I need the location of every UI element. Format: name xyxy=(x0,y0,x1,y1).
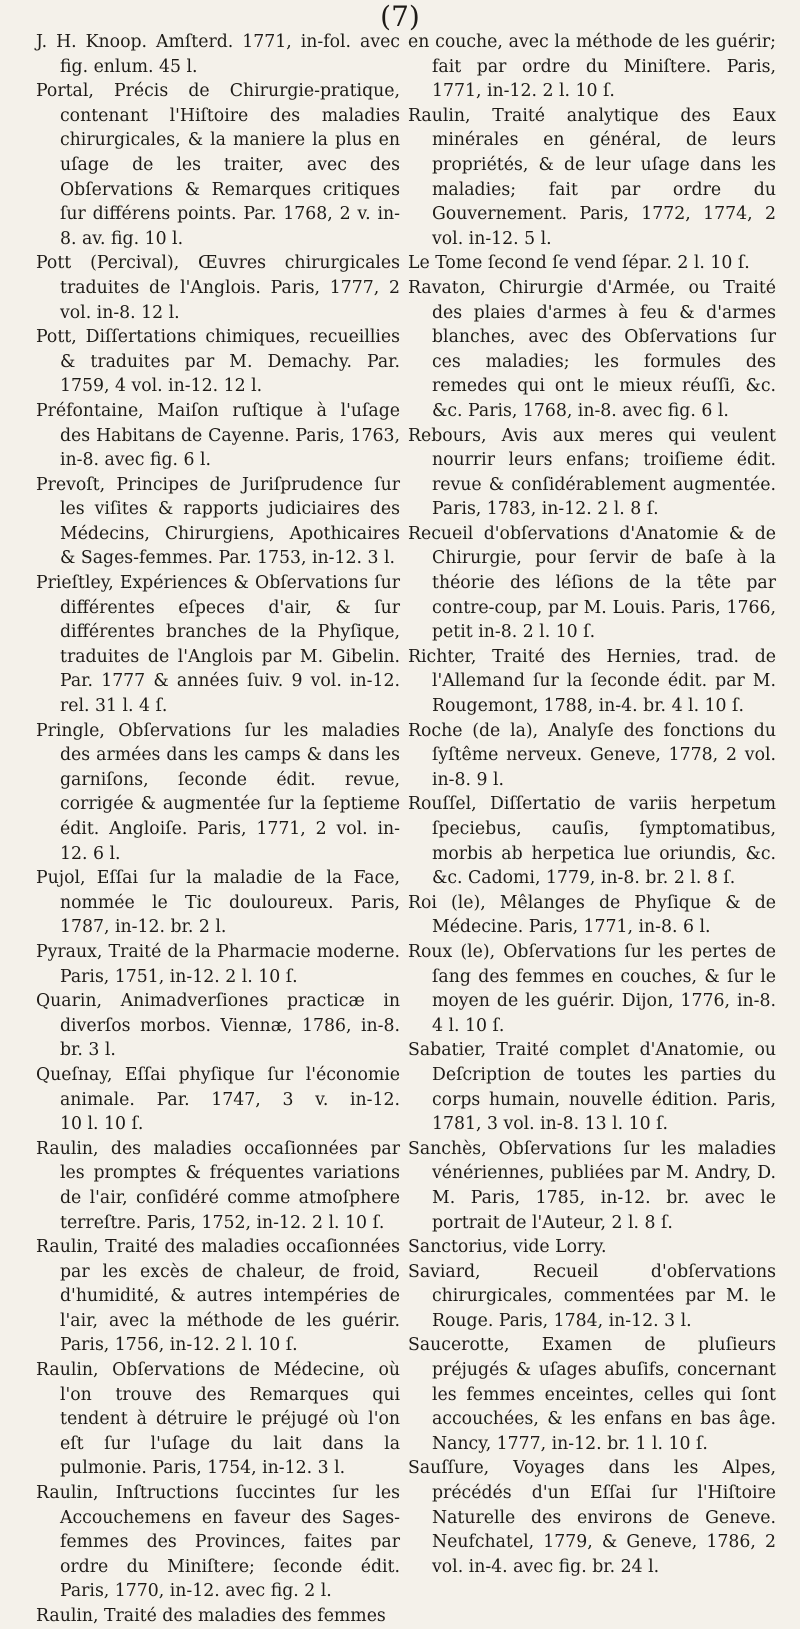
entry-text: Richter, Traité des Hernies, trad. de l'Allemand ſur la ſeconde édit. par M. Rougemont, 1788, in-4. br. xyxy=(408,646,776,717)
entry-price: 12 l. xyxy=(223,376,263,397)
entry-price: 3 l. xyxy=(367,548,395,569)
entry-text: Sanctorius, vide Lorry. xyxy=(408,1237,607,1258)
catalogue-entry xyxy=(36,1137,400,1235)
entry-text: Portal, Précis de Chirurgie-pratique, contenant l'Hiſtoire des maladies chirurgicales, & la maniere la plus en uſage de les traiter, avec des Obſervations & Remarques critiques ſur différens points. Par. 1768, 2 v. in-8. av. fig. xyxy=(36,81,400,249)
catalogue-entry xyxy=(36,251,400,325)
entry-text: Raulin, Traité des maladies des femmes xyxy=(36,1606,386,1626)
entry-price: 2 l. 10 ſ. xyxy=(522,622,596,643)
entry-text: en couche, avec la méthode de les guérir; fait par ordre du Miniſtere. Paris, 1771, in-12. xyxy=(408,32,776,102)
entry-price: 3 l. xyxy=(88,1040,116,1061)
catalogue-entry xyxy=(408,522,776,645)
catalogue-entry xyxy=(36,1481,400,1604)
catalogue-entry xyxy=(408,1038,776,1136)
entry-text: Saucerotte, Examen de pluſieurs préjugés & uſages abuſifs, concernant les femmes enceintes, celles qui ſont accouchées, & les enfans en bas âge. Nancy, 1777, in-12. br. xyxy=(408,1335,776,1454)
catalogue-entry xyxy=(36,1604,400,1629)
entry-price: 13 l. 10 ſ. xyxy=(584,1114,668,1135)
entry-price: 2 l. 8 ſ. xyxy=(611,1212,673,1233)
entry-price: 10 l. 10 ſ. xyxy=(60,1114,144,1135)
entry-price: 2 l. 10 ſ. xyxy=(542,81,615,102)
entry-price: 3 l. xyxy=(664,1310,692,1331)
entry-price: 12 l. xyxy=(141,302,180,323)
entry-price: 2 l. xyxy=(198,917,227,938)
catalogue-entry xyxy=(36,866,400,940)
catalogue-entry xyxy=(36,1063,400,1137)
entry-price: 2 l. 8 ſ. xyxy=(673,868,736,889)
entry-price: 2 l. 8 ſ. xyxy=(597,499,659,520)
entry-text: Saviard, Recueil d'obſervations chirurgicales, commentées par M. le Rouge. Paris, 1784, in-12. xyxy=(408,1261,776,1331)
entry-text: Recueil d'obſervations d'Anatomie & de Chirurgie, pour ſervir de baſe à la théorie des léſions de la tête par contre-coup, par M. Louis. Paris, 1766, petit in-8. xyxy=(408,523,776,643)
left-column xyxy=(36,30,400,1629)
catalogue-entry xyxy=(408,719,776,793)
entry-price: 4 l. 10 ſ. xyxy=(671,696,744,717)
entry-price: 6 l. xyxy=(701,400,729,421)
catalogue-entry xyxy=(36,571,400,719)
entry-text: J. H. Knoop. Amſterd. 1771, in-fol. avec fig. enlum. xyxy=(36,32,400,77)
entry-price: 31 l. 4 ſ. xyxy=(95,696,168,717)
entry-text: Prevoſt, Principes de Juriſprudence ſur les viſites & rapports judiciaires des Médecins, Chirurgiens, Apothicaires & Sages-femmes. Par. 1753, in-12. xyxy=(36,474,400,569)
entry-text: Queſnay, Eſſai phyſique ſur l'économie animale. Par. 1747, 3 v. in-12. xyxy=(36,1064,400,1110)
entry-price: 6 l. xyxy=(92,843,121,864)
entry-price: 1 l. 10 ſ. xyxy=(635,1433,708,1454)
entry-text: Pujol, Eſſai ſur la maladie de la Face, nommée le Tic douloureux. Paris, 1787, in-12. br. xyxy=(36,868,400,938)
entry-price: 6 l. xyxy=(683,917,711,938)
entry-text: Raulin, Traité des maladies occaſionnées par les excès de chaleur, de froid, d'humidité, & autres intempéries de l'air, avec la méthode de les guérir. Paris, 1756, in-12. xyxy=(36,1237,400,1356)
catalogue-entry xyxy=(408,940,776,1038)
entry-price: 24 l. xyxy=(620,1556,660,1577)
entry-price: 6 l. xyxy=(183,450,212,471)
entry-text: Roche (de la), Analyſe des fonctions du ſyſtême nerveux. Geneve, 1778, 2 vol. in-8. xyxy=(408,720,776,790)
catalogue-entry xyxy=(408,1333,776,1456)
catalogue-entry xyxy=(408,30,776,104)
entry-text: Pringle, Obſervations ſur les maladies des armées dans les camps & dans les garniſons, ſeconde édit. revue, corrigée & augmentée ſur la ſeptieme édit. Angloiſe. Paris, 1771, 2 vol. in-12. xyxy=(36,720,400,864)
entry-text: Ravaton, Chirurgie d'Armée, ou Traité des plaies d'armes à feu & d'armes blanches, avec des Obſervations ſur ces maladies; les formules des remedes qui ont le mieux réuſſi, &c. &c. Paris, 1768, in-8. avec fig. xyxy=(408,277,776,421)
catalogue-entry xyxy=(36,30,400,79)
entry-text: Prieſtley, Expériences & Obſervations ſur différentes eſpeces d'air, & ſur différentes branches de la Phyſique, traduites de l'Anglois par M. Gibelin. Par. 1777 & années ſuiv. 9 vol. in-12. rel. xyxy=(36,573,400,717)
entry-price: 5 l. xyxy=(524,228,552,249)
catalogue-entry xyxy=(408,1260,776,1334)
entry-price: 2 l. 10 ſ. xyxy=(311,1212,385,1233)
entry-text: Rouſſel, Diſſertatio de variis herpetum ſpeciebus, cauſis, ſymptomatibus, morbis ab herpetica lue oriundis, &c. &c. Cadomi, 1779, in-8. br. xyxy=(408,794,776,889)
entry-price: 45 l. xyxy=(158,56,198,77)
entry-price: 4 l. 10 ſ. xyxy=(432,1015,505,1036)
entry-price: 2 l. 10 ſ. xyxy=(677,253,750,274)
catalogue-entry xyxy=(36,399,400,473)
catalogue-entry xyxy=(408,276,776,424)
entry-text: Sauſſure, Voyages dans les Alpes, précédés d'un Eſſai ſur l'Hiſtoire Naturelle des environs de Geneve. Neufchatel, 1779, & Geneve, 1786, 2 vol. in-4. avec fig. br. xyxy=(408,1458,776,1577)
catalogue-entry xyxy=(408,251,776,276)
catalogue-entry xyxy=(408,1456,776,1579)
catalogue-entry xyxy=(408,1137,776,1235)
entry-text: Roux (le), Obſervations ſur les pertes de ſang des femmes en couches, & ſur le moyen de les guérir. Dijon, 1776, in-8. xyxy=(408,941,776,1012)
catalogue-entry xyxy=(36,1358,400,1481)
catalogue-entry xyxy=(408,645,776,719)
entry-price: 3 l. xyxy=(317,1458,346,1479)
entry-text: Le Tome ſecond ſe vend ſépar. xyxy=(408,253,672,274)
catalogue-entry xyxy=(408,792,776,890)
catalogue-entry xyxy=(36,79,400,251)
entry-text: Sabatier, Traité complet d'Anatomie, ou Deſcription de toutes les parties du corps humain, nouvelle édition. Paris, 1781, 3 vol. in-8. xyxy=(408,1040,776,1135)
entry-price: 2 l. 10 ſ. xyxy=(225,966,298,987)
entry-price: 2 l. 10 ſ. xyxy=(225,1335,298,1356)
catalogue-entry xyxy=(36,325,400,399)
entry-text: Pott, Diſſertations chimiques, recueillies & traduites par M. Demachy. Par. 1759, 4 vol. in-12. xyxy=(36,327,400,397)
entry-text: Sanchès, Obſervations ſur les maladies vénériennes, publiées par M. Andry, D. M. Paris, 1785, in-12. br. avec le portrait de l'Auteur, xyxy=(408,1138,776,1233)
entry-text: Raulin, des maladies occaſionnées par les promptes & fréquentes variations de l'air, conſidéré comme atmoſphere terreſtre. Paris, 1752, in-12. xyxy=(36,1138,400,1233)
catalogue-entry xyxy=(408,424,776,522)
catalogue-entry xyxy=(36,473,400,571)
entry-text: Quarin, Animadverſiones practicæ in diverſos morbos. Viennæ, 1786, in-8. br. xyxy=(36,991,400,1061)
entry-text: Pott (Percival), Œuvres chirurgicales traduites de l'Anglois. Paris, 1777, 2 vol. in-8. xyxy=(36,253,400,323)
entry-text: Préfontaine, Maiſon ruſtique à l'uſage des Habitans de Cayenne. Paris, 1763, in-8. avec fig. xyxy=(36,400,400,471)
catalogue-entry xyxy=(36,940,400,989)
catalogue-entry xyxy=(36,719,400,867)
entry-price: 9 l. xyxy=(476,769,504,790)
entry-text: Roi (le), Mêlanges de Phyſique & de Médecine. Paris, 1771, in-8. xyxy=(408,892,776,938)
entry-text: Rebours, Avis aux meres qui veulent nourrir leurs enfans; troiſieme édit. revue & conſidérablement augmentée. Paris, 1783, in-12. xyxy=(408,425,776,520)
entry-text: Pyraux, Traité de la Pharmacie moderne. Paris, 1751, in-12. xyxy=(36,941,400,987)
entry-price: 10 l. xyxy=(144,228,184,249)
catalogue-entry xyxy=(408,1235,776,1260)
entry-text: Raulin, Inſtructions ſuccintes ſur les Accouchemens en faveur des Sages-femmes des Provinces, faites par ordre du Miniſtere; ſeconde édit. Paris, 1770, in-12. avec fig. xyxy=(36,1483,400,1602)
right-column xyxy=(408,30,776,1579)
catalogue-entry xyxy=(36,989,400,1063)
catalogue-entry xyxy=(36,1235,400,1358)
entry-text: Raulin, Traité analytique des Eaux minérales en général, de leurs propriétés, & de leur uſage dans les maladies; fait par ordre du Gouvernement. Paris, 1772, 1774, 2 vol. in-12. xyxy=(408,105,776,249)
page-number: (7) xyxy=(380,0,420,33)
entry-text: Raulin, Obſervations de Médecine, où l'on trouve des Remarques qui tendent à détruire le préjugé où l'on eſt ſur l'uſage du lait dans la pulmonie. Paris, 1754, in-12. xyxy=(36,1360,400,1479)
entry-price: 2 l. xyxy=(304,1581,332,1602)
catalogue-entry xyxy=(408,891,776,940)
catalogue-entry xyxy=(408,104,776,252)
